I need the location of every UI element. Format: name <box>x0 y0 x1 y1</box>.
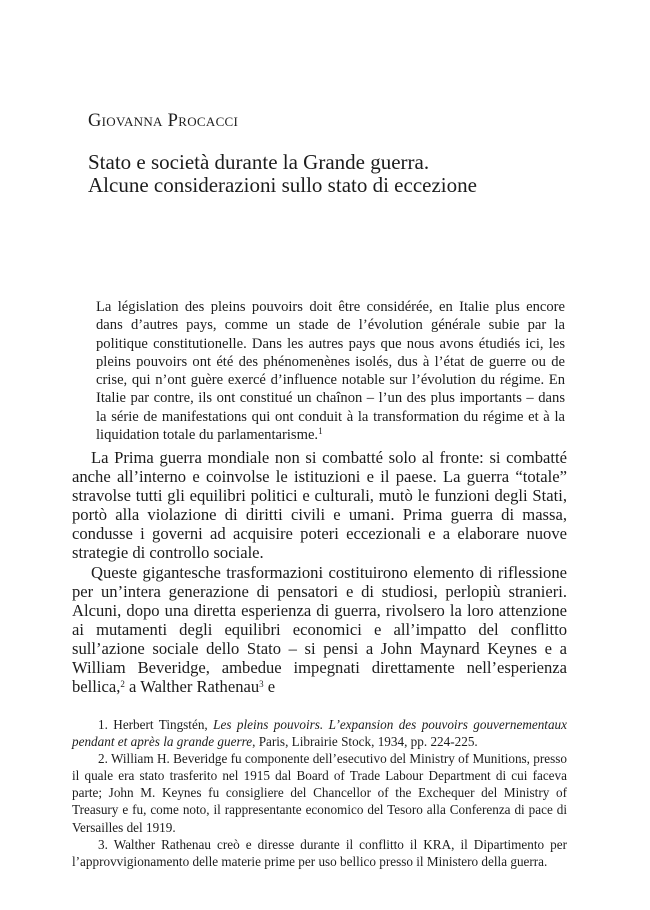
body-paragraph-2-text-cont: a Walther Rathenau <box>124 677 260 697</box>
footnote-1-author: 1. Herbert Tingstén, <box>98 717 214 732</box>
footnotes <box>72 716 567 870</box>
footnote-2: 2. William H. Beveridge fu componente dell’esecutivo del Ministry of Munitions, presso il quale era stato trasferito nel 1915 dal Board of Trade Labour Department di cui faceva parte; John M. Keynes fu consigliere del Chancellor of the Exchequer del Ministry of Treasury e fu, come noto, il rappresentante economico del Tesoro alla Conferenza di pace di Versailles del 1919. <box>72 751 567 835</box>
article-title <box>88 151 568 197</box>
body-paragraph-1: La Prima guerra mondiale non si combatté solo al fronte: si combatté anche all’interno e coinvolse le istituzioni e il paese. La guerra “totale” stravolse tutti gli equilibri politici e culturali, mutò le funzioni degli Stati, portò alla violazione di diritti civili e umani. Prima guerra di massa, condusse i governi ad acquisire poteri eccezionali e a elaborare nuove strategie di controllo sociale. <box>72 448 567 563</box>
epigraph-text: La législation des pleins pouvoirs doit être considérée, en Italie plus encore dans d’autres pays, comme un stade de l’évolution générale subie par la politique constitutionelle. Dans les autres pays que nous avons étudiés ici, les pleins pouvoirs ont été des phénomenènes isolés, dus à l’état de guerre ou de crise, qui n’ont guère exercé d’influence notable sur l’évolution du régime. En Italie par contre, ils ont constitué un chaînon – l’un des plus importants – dans la série de manifestations qui ont conduit à la transformation du régime et à la liquidation totale du parlamentarisme. <box>96 299 565 444</box>
footnote-ref-1: 1 <box>318 426 323 437</box>
epigraph <box>96 298 565 444</box>
body-paragraph-2 <box>72 563 567 697</box>
footnote-1 <box>72 716 567 750</box>
footnote-ref-3: 3 <box>259 679 264 690</box>
footnote-1-book-title: Les pleins pouvoirs. L’expansion des pouvoirs gouvernementaux pendant et après la grande guerre <box>72 717 567 750</box>
title-line-2: Alcune considerazioni sullo stato di eccezione <box>88 173 477 197</box>
body-text <box>72 448 567 696</box>
body-paragraph-2-text-end: e <box>263 677 276 697</box>
footnote-ref-2: 2 <box>120 679 125 690</box>
body-paragraph-2-text: Queste gigantesche trasformazioni costituirono elemento di riflessione per un’intera generazione di pensatori e di studiosi, perlopiù stranieri. Alcuni, dopo una diretta esperienza di guerra, rivolsero la loro attenzione ai mutamenti degli equilibri economici e all’impatto del conflitto sull’azione sociale dello Stato – si pensi a John Maynard Keynes e a William Beveridge, ambedue impegnati direttamente nell’esperienza bellica, <box>72 562 567 697</box>
title-line-1: Stato e società durante la Grande guerra. <box>88 150 430 174</box>
author-name: Giovanna Procacci <box>88 111 239 131</box>
footnote-1-publisher: , Paris, Librairie Stock, 1934, pp. 224-225. <box>252 734 478 750</box>
footnote-3: 3. Walther Rathenau creò e diresse durante il conflitto il KRA, il Dipartimento per l’approvvigionamento delle materie prime per uso bellico presso il Ministero della guerra. <box>72 836 567 869</box>
